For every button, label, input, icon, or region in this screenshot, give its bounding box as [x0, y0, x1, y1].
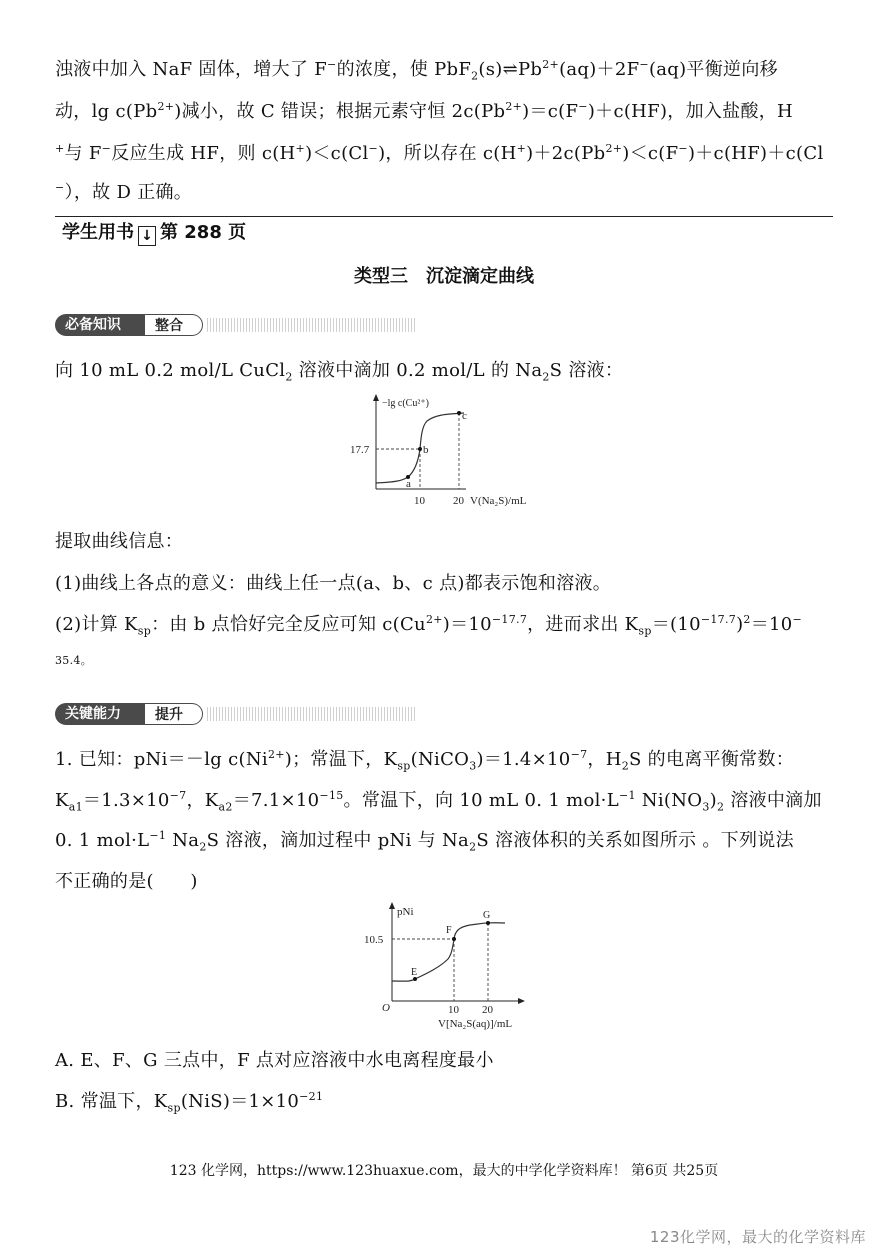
- sub: sp: [167, 1101, 181, 1115]
- sup: −: [639, 58, 649, 71]
- banner-ability: [55, 703, 415, 725]
- para-line-1: [55, 55, 778, 83]
- point-label-c: c: [462, 410, 467, 422]
- sub: 2: [199, 840, 207, 854]
- text: 向 10 mL 0.2 mol/L CuCl: [55, 360, 286, 381]
- text: 。常温下，向 10 mL 0. 1 mol·L: [343, 790, 619, 811]
- question-line-4: 不正确的是( ): [55, 871, 198, 892]
- point-g: [486, 921, 490, 925]
- text: ，进而求出 K: [527, 614, 639, 635]
- sup: 2+: [157, 100, 175, 113]
- x-tick-label-10: 10: [448, 1004, 459, 1016]
- text: (2)计算 K: [55, 614, 138, 635]
- sup: 2+: [505, 100, 523, 113]
- banner-dark-label: 关键能力: [55, 703, 145, 725]
- text: )＝1.4×10: [476, 749, 571, 770]
- text: ，H: [587, 749, 622, 770]
- sup: 2+: [425, 613, 443, 626]
- text: 1. 已知：pNi＝－lg c(Ni: [55, 749, 268, 770]
- question-line-1: [55, 745, 794, 773]
- y-tick-label: 17.7: [350, 444, 370, 456]
- sup: −: [368, 142, 379, 155]
- intro-line: [55, 356, 623, 384]
- sup: +: [55, 142, 65, 155]
- sub: 2: [471, 69, 479, 83]
- text: 的浓度，使 PbF: [336, 59, 472, 80]
- banner-light-label: 提升: [145, 703, 203, 725]
- sup: −: [578, 100, 588, 113]
- text: ＝7.1×10: [232, 790, 320, 811]
- para-line-2: [55, 97, 793, 123]
- extract-point-2-cont: [55, 648, 92, 669]
- para-line-4: [55, 178, 192, 204]
- sub: a2: [218, 800, 233, 814]
- extract-point-1: (1)曲线上各点的意义：曲线上任一点(a、b、c 点)都表示饱和溶液。: [55, 573, 612, 594]
- text: 动，lg c(Pb: [55, 101, 158, 122]
- sup: −7: [570, 748, 588, 761]
- x-tick-label-20: 20: [453, 495, 464, 507]
- text: ): [736, 614, 744, 635]
- sup: −17.7: [700, 613, 737, 626]
- text: )＝10: [442, 614, 492, 635]
- sup: −1: [618, 789, 636, 802]
- sub: a1: [68, 800, 83, 814]
- text: B. 常温下，K: [55, 1091, 168, 1112]
- point-label-b: b: [423, 444, 429, 456]
- text: )＝c(F: [522, 101, 579, 122]
- sup: −21: [299, 1090, 324, 1103]
- sub: 2: [542, 370, 550, 384]
- text: )，所以存在 c(H: [378, 143, 517, 164]
- text: K: [55, 790, 69, 811]
- text: 0. 1 mol·L: [55, 830, 150, 851]
- extract-point-2: [55, 610, 802, 638]
- text: S 的电离平衡常数：: [629, 749, 795, 770]
- book-page-ref: [62, 218, 246, 246]
- sup: 2+: [605, 142, 623, 155]
- sub: 3: [702, 800, 710, 814]
- banner-light-label: 整合: [145, 314, 203, 336]
- watermark: 123化学网，最大的化学资料库: [649, 1228, 866, 1246]
- extract-title: 提取曲线信息：: [55, 531, 184, 552]
- text: ，K: [186, 790, 219, 811]
- text: )减小，故 C 错误；根据元素守恒 2c(Pb: [174, 101, 506, 122]
- origin-label: O: [382, 1002, 390, 1014]
- text: S 溶液体积的关系如图所示 。下列说法: [476, 830, 794, 851]
- point-b: [418, 447, 422, 451]
- sub: 2: [621, 759, 630, 773]
- sup: −: [678, 142, 688, 155]
- text: )＋c(HF)，加入盐酸，H: [587, 101, 794, 122]
- divider: [55, 216, 833, 217]
- text: (NiS)＝1×10: [180, 1091, 300, 1112]
- x-tick-label-10: 10: [414, 495, 425, 507]
- y-axis-arrow: [373, 394, 379, 401]
- banner-stripes: [207, 318, 415, 332]
- text: ): [709, 790, 717, 811]
- point-f: [452, 937, 456, 941]
- text: ：由 b 点恰好完全反应可知 c(Cu: [151, 614, 426, 635]
- chart-ni-titration: [360, 897, 540, 1032]
- text: )＜c(Cl: [305, 143, 369, 164]
- x-axis-label: V(Na₂S)/mL: [470, 495, 527, 507]
- sub: 2: [469, 840, 477, 854]
- book-label: 学生用书: [62, 222, 134, 243]
- x-axis-label: V[Na₂S(aq)]/mL: [438, 1018, 513, 1030]
- down-arrow-icon: ↓: [138, 226, 156, 246]
- option-a: A. E、F、G 三点中，F 点对应溶液中水电离程度最小: [55, 1050, 494, 1071]
- text: Ni(NO: [635, 790, 703, 811]
- page-ref: 第 288 页: [160, 222, 247, 243]
- question-line-3: [55, 826, 794, 854]
- x-axis-arrow: [518, 998, 525, 1004]
- sub: 2: [716, 800, 725, 814]
- sub: sp: [397, 759, 411, 773]
- sup: 2+: [267, 748, 285, 761]
- text: 与 F: [64, 143, 102, 164]
- page-footer: 123 化学网，https://www.123huaxue.com，最大的中学化学资料库！ 第6页 共25页: [169, 1163, 719, 1179]
- question-line-2: [55, 786, 822, 814]
- sub: sp: [137, 624, 152, 638]
- text: )＋c(HF)＋c(Cl: [687, 143, 824, 164]
- point-c: [457, 411, 461, 415]
- para-line-3: [55, 139, 824, 165]
- sup: −: [101, 142, 112, 155]
- text: 溶液中滴加 0.2 mol/L 的 Na: [292, 360, 543, 381]
- text: 浊液中加入 NaF 固体，增大了 F: [55, 59, 328, 80]
- text: (NiCO: [410, 749, 470, 770]
- x-tick-label-20: 20: [482, 1004, 493, 1016]
- y-axis-label: −lg c(Cu²⁺): [382, 398, 429, 409]
- point-label-a: a: [406, 478, 411, 490]
- y-tick-label: 10.5: [364, 934, 384, 946]
- sup: −17.7: [491, 613, 528, 626]
- text: )＜c(F: [622, 143, 679, 164]
- text: S 溶液，滴加过程中 pNi 与 Na: [206, 830, 470, 851]
- text: (s)⇌Pb: [478, 59, 543, 80]
- text: )；常温下，K: [284, 749, 398, 770]
- section-title: 类型三 沉淀滴定曲线: [354, 266, 534, 287]
- text: ），故 D 正确。: [64, 182, 193, 203]
- banner-dark-label: 必备知识: [55, 314, 145, 336]
- sup: +: [295, 142, 306, 155]
- text: 溶液中滴加: [724, 790, 822, 811]
- text: 35.4。: [55, 654, 92, 667]
- sup: −15: [319, 789, 344, 802]
- chart-cu-titration: [340, 393, 550, 515]
- sup: +: [516, 142, 527, 155]
- point-label-e: E: [411, 967, 418, 978]
- sup: −7: [169, 789, 187, 802]
- sup: −: [55, 181, 65, 194]
- text: Na: [166, 830, 200, 851]
- sub: sp: [638, 624, 652, 638]
- sub: 2: [285, 370, 293, 384]
- point-label-g: G: [483, 910, 491, 921]
- option-b: [55, 1087, 323, 1115]
- banner-stripes: [207, 707, 415, 721]
- y-axis-label: pNi: [397, 906, 414, 918]
- text: )＋2c(Pb: [526, 143, 606, 164]
- text: (aq)平衡逆向移: [648, 59, 778, 80]
- text: 反应生成 HF，则 c(H: [111, 143, 296, 164]
- sup: −: [792, 613, 803, 626]
- sup: 2: [743, 613, 751, 626]
- text: (aq)＋2F: [559, 59, 640, 80]
- point-label-f: F: [446, 925, 452, 936]
- sup: −: [327, 58, 337, 71]
- text: S 溶液：: [549, 360, 624, 381]
- sup: −1: [149, 829, 167, 842]
- y-axis-arrow: [389, 902, 395, 909]
- text: ＝10: [750, 614, 793, 635]
- text: ＝1.3×10: [82, 790, 170, 811]
- sup: 2+: [542, 58, 560, 71]
- text: ＝(10: [651, 614, 701, 635]
- banner-knowledge: [55, 314, 415, 336]
- sub: 3: [469, 759, 477, 773]
